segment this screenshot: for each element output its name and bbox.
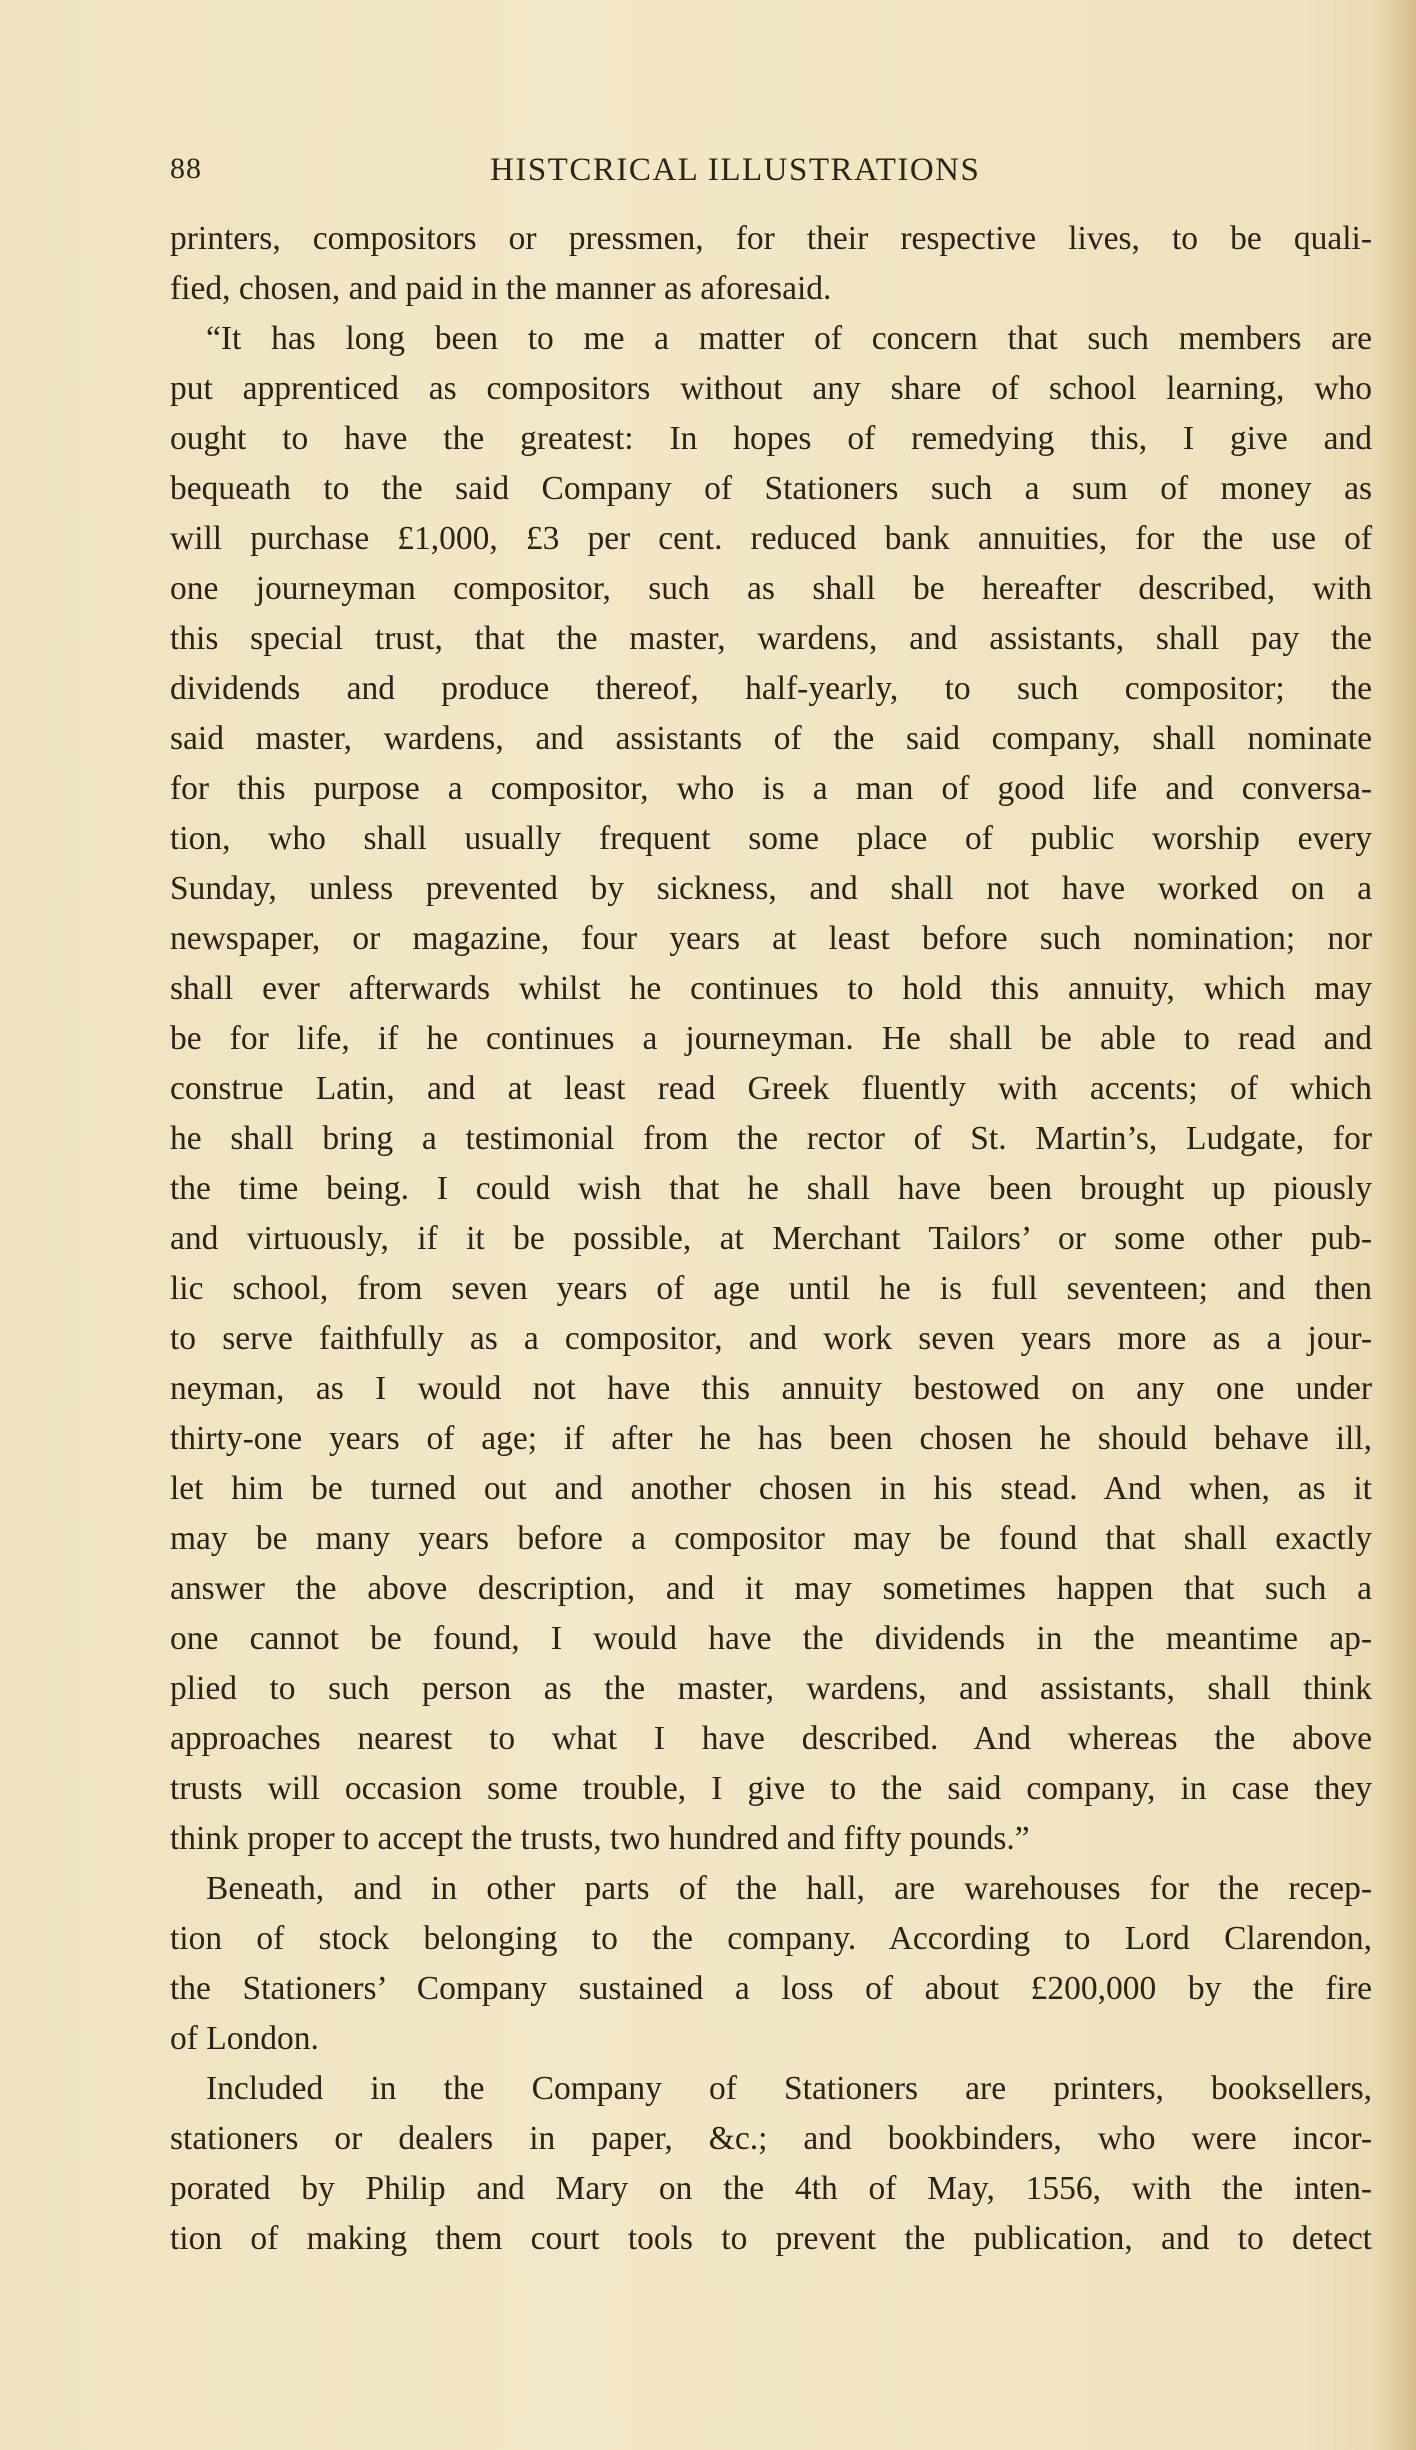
text-line: for this purpose a compositor, who is a man of good life and conversa- (170, 770, 1372, 807)
text-line: construe Latin, and at least read Greek fluently with accents; of which (170, 1070, 1372, 1107)
text-line: shall ever afterwards whilst he continues to hold this annuity, which may (170, 970, 1372, 1007)
text-line: the time being. I could wish that he shall have been brought up piously (170, 1170, 1372, 1207)
text-line: of London. (170, 2020, 319, 2057)
text-line: approaches nearest to what I have described. And whereas the above (170, 1720, 1372, 1757)
text-line: to serve faithfully as a compositor, and work seven years more as a jour- (170, 1320, 1372, 1357)
text-line: fied, chosen, and paid in the manner as aforesaid. (170, 270, 832, 307)
text-line: Included in the Company of Stationers are printers, booksellers, (206, 2070, 1372, 2107)
text-line: answer the above description, and it may sometimes happen that such a (170, 1570, 1372, 1607)
text-line: Beneath, and in other parts of the hall, are warehouses for the recep- (206, 1870, 1372, 1907)
text-line: the Stationers’ Company sustained a loss of about £200,000 by the fire (170, 1970, 1372, 2007)
text-line: be for life, if he continues a journeyman. He shall be able to read and (170, 1020, 1372, 1057)
running-title: HISTCRICAL ILLUSTRATIONS (490, 152, 981, 188)
text-line: put apprenticed as compositors without any share of school learning, who (170, 370, 1372, 407)
text-line: may be many years before a compositor may be found that shall exactly (170, 1520, 1372, 1557)
page-number: 88 (170, 152, 202, 185)
text-line: neyman, as I would not have this annuity bestowed on any one under (170, 1370, 1372, 1407)
text-line: stationers or dealers in paper, &c.; and bookbinders, who were incor- (170, 2120, 1372, 2157)
text-line: porated by Philip and Mary on the 4th of May, 1556, with the inten- (170, 2170, 1372, 2207)
text-line: this special trust, that the master, wardens, and assistants, shall pay the (170, 620, 1372, 657)
text-line: ought to have the greatest: In hopes of remedying this, I give and (170, 420, 1372, 457)
text-line: “It has long been to me a matter of concern that such members are (206, 320, 1372, 357)
text-line: one journeyman compositor, such as shall be hereafter described, with (170, 570, 1372, 607)
body-text (170, 214, 1372, 2264)
text-line: tion, who shall usually frequent some place of public worship every (170, 820, 1372, 857)
text-line: plied to such person as the master, wardens, and assistants, shall think (170, 1670, 1372, 1707)
running-head (170, 152, 1300, 196)
text-line: think proper to accept the trusts, two hundred and fifty pounds.” (170, 1820, 1030, 1857)
text-line: said master, wardens, and assistants of the said company, shall nominate (170, 720, 1372, 757)
text-line: bequeath to the said Company of Stationers such a sum of money as (170, 470, 1372, 507)
text-line: tion of stock belonging to the company. According to Lord Clarendon, (170, 1920, 1372, 1957)
text-line: Sunday, unless prevented by sickness, and shall not have worked on a (170, 870, 1372, 907)
text-line: newspaper, or magazine, four years at least before such nomination; nor (170, 920, 1372, 957)
text-line: trusts will occasion some trouble, I give to the said company, in case they (170, 1770, 1372, 1807)
text-line: let him be turned out and another chosen in his stead. And when, as it (170, 1470, 1372, 1507)
text-line: and virtuously, if it be possible, at Merchant Tailors’ or some other pub- (170, 1220, 1372, 1257)
text-line: lic school, from seven years of age until he is full seventeen; and then (170, 1270, 1372, 1307)
text-line: printers, compositors or pressmen, for their respective lives, to be quali- (170, 220, 1372, 257)
text-line: thirty-one years of age; if after he has been chosen he should behave ill, (170, 1420, 1372, 1457)
text-line: dividends and produce thereof, half-yearly, to such compositor; the (170, 670, 1372, 707)
text-line: he shall bring a testimonial from the rector of St. Martin’s, Ludgate, for (170, 1120, 1372, 1157)
text-line: will purchase £1,000, £3 per cent. reduced bank annuities, for the use of (170, 520, 1372, 557)
text-line: tion of making them court tools to prevent the publication, and to detect (170, 2220, 1372, 2257)
text-line: one cannot be found, I would have the dividends in the meantime ap- (170, 1620, 1372, 1657)
